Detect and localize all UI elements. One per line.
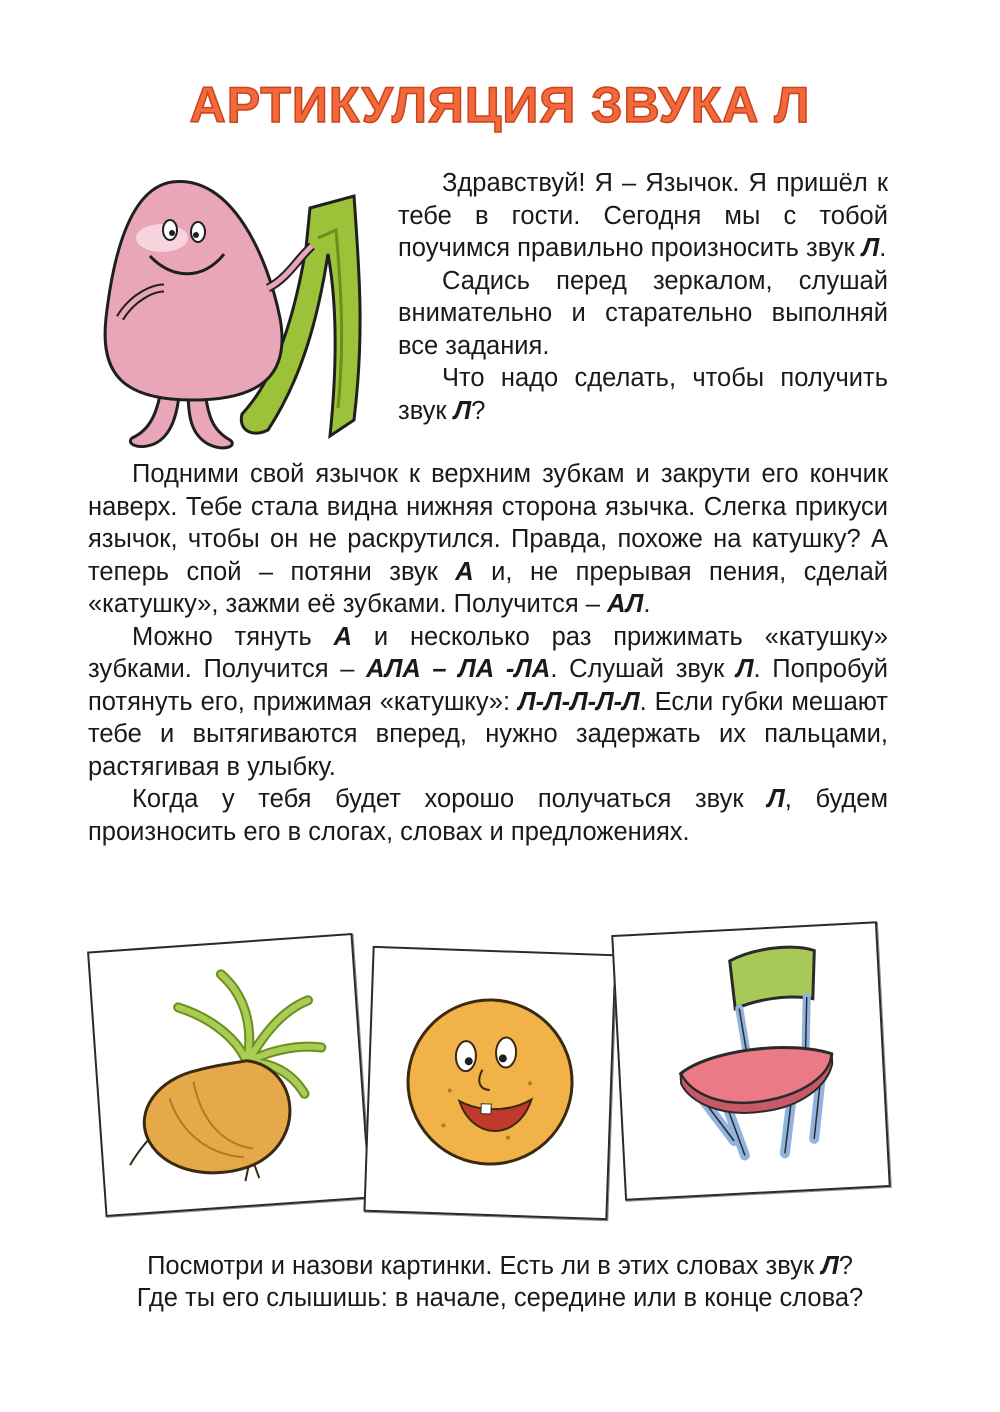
chair-icon: [613, 923, 888, 1198]
caption-line: Где ты его слышишь: в начале, середине или в конце слова?: [136, 1284, 864, 1312]
intro-paragraph: Садись перед зеркалом, слушай внимательно и старательно выполняй все задания.: [398, 266, 888, 360]
onion-card: [87, 933, 371, 1217]
bun-card: [363, 946, 616, 1220]
main-paragraph: Когда у тебя будет хорошо получаться звук Л, будем произносить его в слогах, словах и предложениях.: [88, 785, 888, 846]
onion-icon: [89, 935, 369, 1215]
page-title: АРТИКУЛЯЦИЯ ЗВУКА Л: [189, 77, 811, 133]
main-paragraph: Можно тянуть А и несколько раз прижимать «катушку» зубками. Получится – АЛА – ЛА -ЛА. Слушай звук Л. Попробуй потянуть его, прижимая «катушку»: Л-Л-Л-Л-Л. Если губки мешают тебе и вытягиваются вперед, нужно задержать их пальцами, растягивая в улыбку.: [88, 622, 889, 781]
tongue-mascot-with-letter-l-icon: [92, 168, 382, 468]
main-paragraph: Подними свой язычок к верхним зубкам и закрути его кончик наверх. Тебе стала видна нижняя сторона язычка. Слегка прикуси язычок, чтобы он не раскрутился. Правда, похоже на катушку? А теперь спой – потяни звук А и, не прерывая пения, сделай «катушку», зажми её зубками. Получится – АЛ.: [88, 460, 888, 618]
main-text: [88, 458, 888, 848]
intro-paragraph: Что надо сделать, чтобы получить звук Л?: [398, 364, 888, 425]
chair-card: [611, 921, 891, 1201]
caption: [100, 1250, 900, 1314]
intro-paragraph: Здравствуй! Я – Язычок. Я пришёл к тебе в гости. Сегодня мы с тобой поучимся правильно произносить звук Л.: [398, 169, 888, 262]
smiling-bun-icon: [366, 948, 615, 1218]
intro-text: [398, 167, 888, 427]
caption-line: Посмотри и назови картинки. Есть ли в этих словах звук Л?: [147, 1252, 853, 1280]
